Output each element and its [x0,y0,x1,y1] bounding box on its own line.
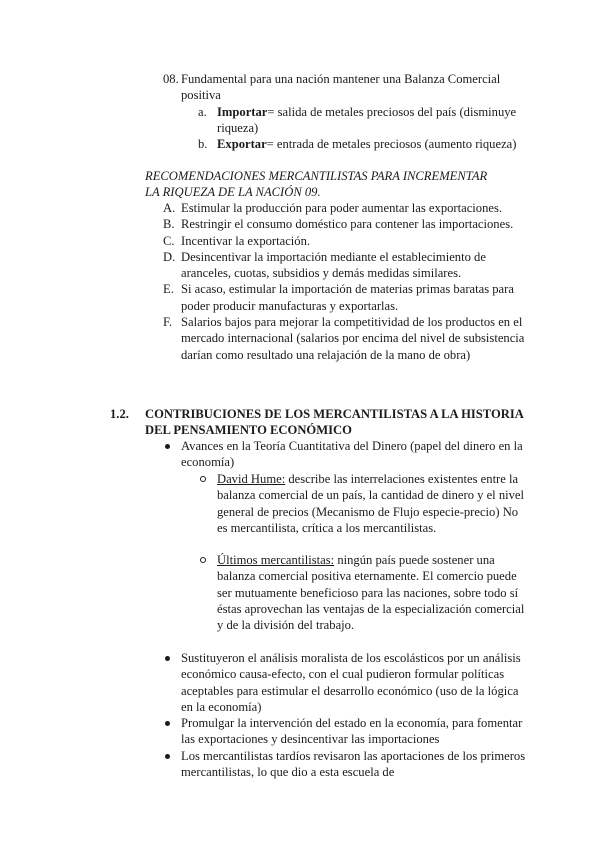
list-item-08 [163,71,533,104]
list-marker: b. [198,137,208,151]
bullet-dot-icon [165,721,170,726]
recommendations-heading [145,168,495,201]
term-david-hume: David Hume: [217,472,286,486]
list-marker: D. [163,249,176,264]
sub-bullet-ultimos-mercantilistas: Últimos mercantilistas: ningún país puede sostener una balanza comercial positiva eternamente. El comercio puede ser mutuamente beneficioso para las naciones, sobre todo sí éstas aprovechan las ventajas de la especialización comercial y de la división del trabajo. [199,552,531,633]
term-exportar: Exportar [217,137,267,151]
bullet-item: Promulgar la intervención del estado en la economía, para fomentar las exportaciones y desincentivar las importaciones [163,715,533,748]
sublist-text: Exportar= entrada de metales preciosos (aumento riqueza) [217,137,517,151]
term-importar: Importar [217,105,268,119]
bullet-item: Sustituyeron el análisis moralista de los escolásticos por un análisis económico causa-efecto, con el cual pudieron formular políticas aceptables para estimular el desarrollo económico (uso de la lógica en la economía) [163,650,533,715]
sublist-item-b [198,136,538,152]
sublist-item-a [198,104,533,137]
section-number: 1.2. [110,407,129,421]
list-marker: B. [163,217,175,232]
list-marker: E. [163,282,174,297]
list-marker: C. [163,233,175,248]
list-marker: 08. [163,72,179,86]
list-marker: a. [198,105,207,119]
bullet-dot-icon [165,754,170,759]
bullet-item: Avances en la Teoría Cuantitativa del Dinero (papel del dinero en la economía) [163,438,533,471]
bullet-list [163,650,533,780]
sub-bullet-david-hume: David Hume: describe las interrelaciones existentes entre la balanza comercial de un país, la cantidad de dinero y el nivel general de precios (Mecanismo de Flujo especie-precio) No es mercantilista, crítica a los mercantilistas. [199,471,531,536]
bullet-dot-icon [165,444,170,449]
list-item: D. Desincentivar la importación mediante el establecimiento de aranceles, cuotas, subsidios y demás medidas similares. [163,249,486,281]
bullet-dot-icon [165,656,170,661]
section-heading-italic: RECOMENDACIONES MERCANTILISTAS PARA INCREMENTAR LA RIQUEZA DE LA NACIÓN 09. [145,169,488,200]
bullet-item: Los mercantilistas tardíos revisaron las aportaciones de los primeros mercantilistas, lo que dio a esta escuela de [163,748,533,781]
bullet-circle-icon [200,557,206,563]
sublist-text: Importar= salida de metales preciosos del país (disminuye riqueza) [217,105,517,136]
bullet-circle-icon [200,476,206,482]
section-title: CONTRIBUCIONES DE LOS MERCANTILISTAS A LA HISTORIA DEL PENSAMIENTO ECONÓMICO [145,407,524,438]
list-item: A. Estimular la producción para poder aumentar las exportaciones. [163,201,503,215]
recommendations-list [163,200,529,363]
term-ultimos-mercantilistas: Últimos mercantilistas: [217,553,335,567]
list-item: C. Incentivar la exportación. [163,233,311,248]
list-item: E. Si acaso, estimular la importación de materias primas baratas para poder producir manufacturas y exportarlas. [163,282,514,313]
list-item: B. Restringir el consumo doméstico para contener las importaciones. [163,217,514,232]
list-marker: F. [163,315,173,330]
list-item: F. Salarios bajos para mejorar la competitividad de los productos en el mercado internacional (salarios por encima del nivel de subsistencia darían como resultado una relajación de la mano de obra) [163,315,525,362]
list-marker: A. [163,201,176,215]
list-item-text: Fundamental para una nación mantener una Balanza Comercial positiva [181,72,501,103]
